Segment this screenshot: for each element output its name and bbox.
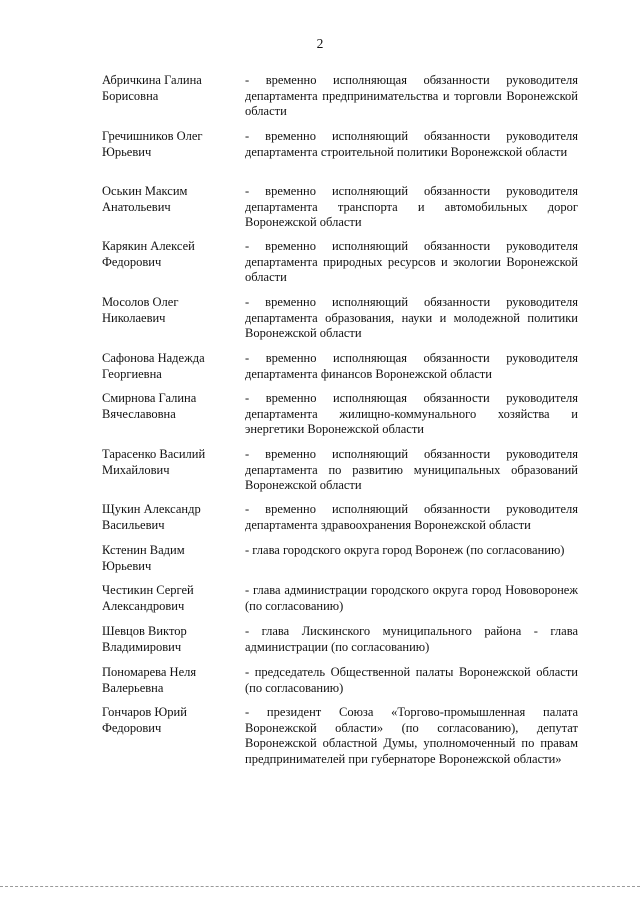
member-name: Смирнова Галина Вячеславовна [102, 391, 197, 421]
member-name: Пономарева Неля Валерьевна [102, 665, 197, 695]
list-item [102, 391, 578, 447]
list-item [102, 583, 578, 624]
list-item [102, 295, 578, 351]
member-name: Мосолов Олег Николаевич [102, 295, 179, 325]
member-role: - временно исполняющий обязанности руководителя департамента строительной политики Воронежской области [245, 129, 578, 159]
member-name: Оськин Максим Анатольевич [102, 184, 188, 214]
member-name: Сафонова Надежда Георгиевна [102, 351, 205, 381]
members-list [102, 73, 578, 769]
member-name: Карякин Алексей Федорович [102, 239, 195, 269]
member-role: - глава Лискинского муниципального района - глава администрации (по согласованию) [245, 624, 578, 654]
list-item [102, 624, 578, 665]
member-role: - временно исполняющий обязанности руководителя департамента здравоохранения Воронежской области [245, 502, 578, 532]
member-role: - глава городского округа город Воронеж (по согласованию) [245, 543, 565, 557]
member-role: - временно исполняющий обязанности руководителя департамента образования, науки и молодежной политики Воронежской области [245, 295, 578, 340]
member-name: Гончаров Юрий Федорович [102, 705, 187, 735]
member-role: - президент Союза «Торгово-промышленная палата Воронежской области» (по согласованию), депутат Воронежской областной Думы, уполномоченный по правам предпринимателей при губернаторе Воронежской области» [245, 705, 578, 766]
list-item [102, 705, 578, 769]
member-role: - временно исполняющая обязанности руководителя департамента жилищно-коммунального хозяйства и энергетики Воронежской области [245, 391, 578, 436]
page-bottom-rule [0, 886, 640, 887]
member-name: Честикин Сергей Александрович [102, 583, 194, 613]
list-item [102, 543, 578, 583]
member-role: - временно исполняющая обязанности руководителя департамента финансов Воронежской области [245, 351, 578, 381]
list-item [102, 502, 578, 543]
member-name: Абричкина Галина Борисовна [102, 73, 202, 103]
list-item [102, 351, 578, 391]
member-role: - глава администрации городского округа город Нововоронеж (по согласованию) [245, 583, 578, 613]
member-role: - временно исполняющий обязанности руководителя департамента природных ресурсов и экологии Воронежской области [245, 239, 578, 284]
list-item [102, 447, 578, 502]
page-number: 2 [316, 36, 324, 51]
member-role: - временно исполняющая обязанности руководителя департамента предпринимательства и торговли Воронежской области [245, 73, 578, 118]
member-role: - временно исполняющий обязанности руководителя департамента по развитию муниципальных образований Воронежской области [245, 447, 578, 492]
member-name: Шевцов Виктор Владимирович [102, 624, 187, 654]
member-name: Щукин Александр Васильевич [102, 502, 201, 532]
list-item [102, 665, 578, 705]
list-item [102, 73, 578, 129]
list-item [102, 129, 578, 184]
member-role: - председатель Общественной палаты Воронежской области (по согласованию) [245, 665, 578, 695]
member-name: Тарасенко Василий Михайлович [102, 447, 206, 477]
member-name: Кстенин Вадим Юрьевич [102, 543, 185, 573]
list-item [102, 184, 578, 239]
list-item [102, 239, 578, 295]
member-name: Гречишников Олег Юрьевич [102, 129, 203, 159]
member-role: - временно исполняющий обязанности руководителя департамента транспорта и автомобильных дорог Воронежской области [245, 184, 578, 229]
